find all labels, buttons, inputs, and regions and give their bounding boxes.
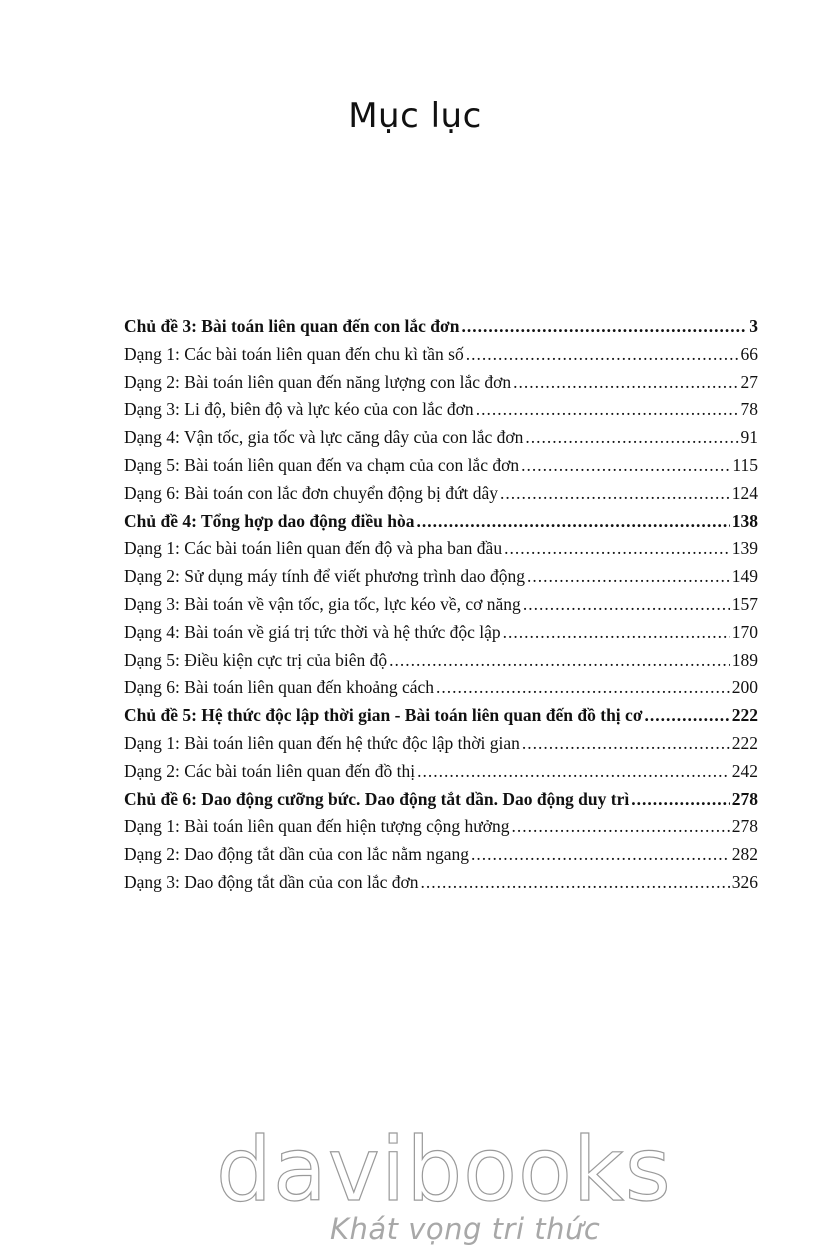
toc-section-entry[interactable]: [124, 563, 758, 591]
toc-dot-leader: [421, 869, 730, 897]
toc-chapter-entry[interactable]: [124, 508, 758, 536]
toc-section-entry[interactable]: [124, 341, 758, 369]
toc-chapter-entry[interactable]: [124, 702, 758, 730]
toc-page-number: 66: [740, 343, 758, 364]
toc-entry-title: Chủ đề 5: Hệ thức độc lập thời gian - Bài toán liên quan đến đồ thị cơ: [124, 705, 643, 726]
toc-page-number: 222: [731, 705, 758, 726]
toc-section-entry[interactable]: [124, 869, 758, 897]
toc-dot-leader: [476, 396, 739, 424]
toc-chapter-entry[interactable]: [124, 313, 758, 341]
toc-page-number: 124: [731, 482, 758, 503]
toc-entry-title: Dạng 4: Vận tốc, gia tốc và lực căng dây của con lắc đơn: [124, 427, 524, 448]
toc-entry-title: Dạng 1: Các bài toán liên quan đến chu kì tần số: [124, 343, 464, 364]
toc-dot-leader: [504, 535, 730, 563]
table-of-contents: [124, 313, 758, 897]
toc-entry-title: Chủ đề 4: Tổng hợp dao động điều hòa: [124, 510, 415, 531]
toc-dot-leader: [461, 313, 747, 341]
toc-entry-title: Dạng 2: Các bài toán liên quan đến đồ thị: [124, 760, 416, 781]
toc-page-number: 157: [731, 593, 758, 614]
toc-page-number: 189: [731, 649, 758, 670]
toc-dot-leader: [471, 841, 730, 869]
toc-section-entry[interactable]: [124, 535, 758, 563]
toc-page-number: 115: [732, 454, 758, 475]
watermark-slogan: Khát vọng tri thức: [330, 1212, 601, 1246]
toc-page-number: 27: [740, 371, 758, 392]
toc-dot-leader: [513, 369, 738, 397]
toc-dot-leader: [527, 563, 730, 591]
toc-dot-leader: [500, 480, 730, 508]
toc-dot-leader: [389, 647, 730, 675]
toc-section-entry[interactable]: [124, 841, 758, 869]
toc-page-number: 278: [731, 788, 758, 809]
toc-page-number: 91: [740, 427, 758, 448]
toc-entry-title: Dạng 3: Bài toán về vận tốc, gia tốc, lực kéo về, cơ năng: [124, 593, 521, 614]
toc-section-entry[interactable]: [124, 619, 758, 647]
toc-entry-title: Dạng 2: Dao động tắt dần của con lắc nằm ngang: [124, 844, 470, 865]
toc-entry-title: Dạng 3: Li độ, biên độ và lực kéo của con lắc đơn: [124, 399, 474, 420]
toc-section-entry[interactable]: [124, 647, 758, 675]
toc-page-number: 242: [731, 760, 758, 781]
toc-entry-title: Dạng 5: Bài toán liên quan đến va chạm của con lắc đơn: [124, 454, 520, 475]
toc-page-number: 278: [731, 816, 758, 837]
toc-section-entry[interactable]: [124, 674, 758, 702]
toc-dot-leader: [416, 508, 729, 536]
toc-entry-title: Dạng 2: Sử dụng máy tính để viết phương trình dao động: [124, 566, 526, 587]
toc-page-number: 170: [731, 621, 758, 642]
watermark-brand: davibooks: [216, 1118, 672, 1221]
toc-page-number: 326: [731, 871, 758, 892]
toc-page-number: 282: [731, 844, 758, 865]
toc-entry-title: Dạng 4: Bài toán về giá trị tức thời và hệ thức độc lập: [124, 621, 501, 642]
watermark: [0, 1118, 830, 1258]
toc-entry-title: Dạng 3: Dao động tắt dần của con lắc đơn: [124, 871, 419, 892]
toc-entry-title: Dạng 2: Bài toán liên quan đến năng lượng con lắc đơn: [124, 371, 512, 392]
toc-section-entry[interactable]: [124, 813, 758, 841]
toc-dot-leader: [503, 619, 730, 647]
toc-dot-leader: [466, 341, 739, 369]
toc-entry-title: Chủ đề 6: Dao động cưỡng bức. Dao động tắt dần. Dao động duy trì: [124, 788, 630, 809]
toc-dot-leader: [521, 452, 730, 480]
toc-page-number: 3: [749, 316, 758, 336]
toc-dot-leader: [523, 591, 730, 619]
toc-dot-leader: [436, 674, 730, 702]
toc-section-entry[interactable]: [124, 591, 758, 619]
toc-section-entry[interactable]: [124, 424, 758, 452]
toc-dot-leader: [631, 786, 730, 814]
toc-entry-title: Dạng 1: Các bài toán liên quan đến độ và pha ban đầu: [124, 538, 503, 559]
toc-entry-title: Chủ đề 3: Bài toán liên quan đến con lắc đơn: [124, 316, 460, 336]
toc-page-number: 138: [731, 510, 758, 531]
toc-entry-title: Dạng 6: Bài toán con lắc đơn chuyển động bị đứt dây: [124, 482, 499, 503]
toc-entry-title: Dạng 1: Bài toán liên quan đến hệ thức độc lập thời gian: [124, 732, 520, 753]
toc-section-entry[interactable]: [124, 758, 758, 786]
toc-chapter-entry[interactable]: [124, 786, 758, 814]
toc-page-number: 222: [731, 732, 758, 753]
toc-section-entry[interactable]: [124, 452, 758, 480]
toc-section-entry[interactable]: [124, 396, 758, 424]
toc-section-entry[interactable]: [124, 480, 758, 508]
toc-dot-leader: [645, 702, 730, 730]
toc-dot-leader: [417, 758, 730, 786]
toc-page-number: 78: [740, 399, 758, 420]
toc-page-number: 149: [731, 566, 758, 587]
toc-entry-title: Dạng 6: Bài toán liên quan đến khoảng cách: [124, 677, 435, 698]
toc-entry-title: Dạng 5: Điều kiện cực trị của biên độ: [124, 649, 388, 670]
toc-entry-title: Dạng 1: Bài toán liên quan đến hiện tượng cộng hưởng: [124, 816, 510, 837]
toc-dot-leader: [511, 813, 729, 841]
toc-dot-leader: [525, 424, 738, 452]
toc-page-number: 139: [731, 538, 758, 559]
page-title: Mục lục: [348, 96, 482, 136]
toc-section-entry[interactable]: [124, 730, 758, 758]
toc-section-entry[interactable]: [124, 369, 758, 397]
toc-dot-leader: [522, 730, 730, 758]
toc-page-number: 200: [731, 677, 758, 698]
